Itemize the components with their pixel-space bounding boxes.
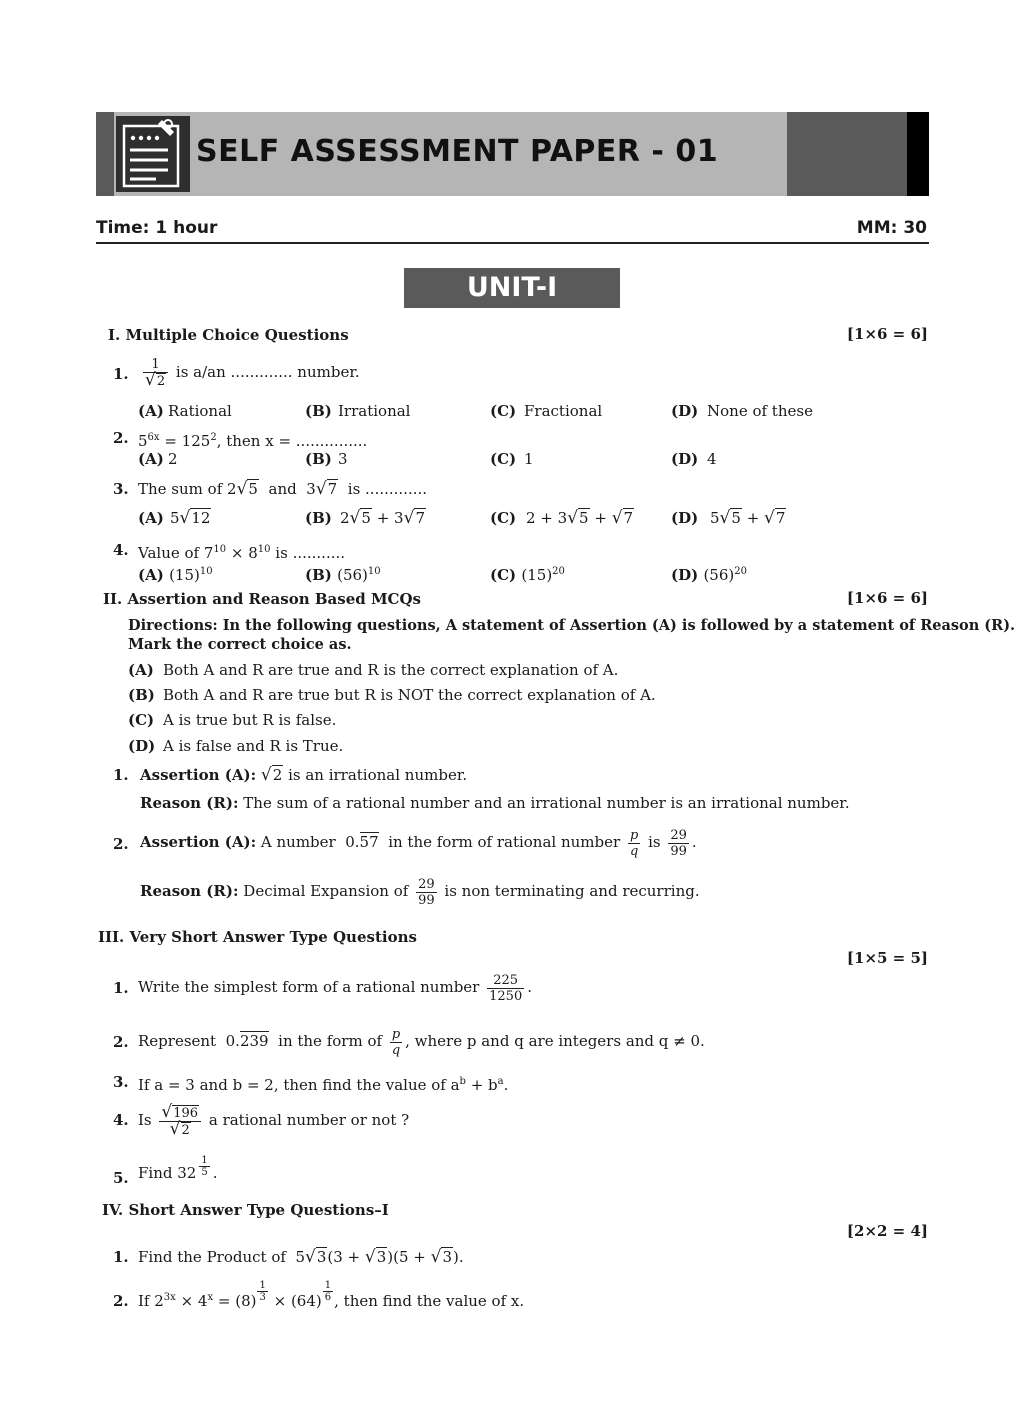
max-marks-label: MM: 30 xyxy=(856,218,927,238)
banner-right-block xyxy=(787,112,907,196)
option-label: (A) xyxy=(138,450,164,468)
option-label: (C) xyxy=(490,509,517,527)
choice-label: (D) xyxy=(128,737,156,755)
sa-question-1: Find the Product of 5√3(3 + √3)(5 + √3). xyxy=(138,1247,464,1267)
option-label: (D) xyxy=(671,450,699,468)
section-1-marks: [1×6 = 6] xyxy=(846,325,928,343)
option-label: (C) xyxy=(490,450,517,468)
option-b: (B) $(56)^{10}$ xyxy=(305,566,381,584)
q-number: 2. xyxy=(113,1292,129,1310)
option-label: (A) xyxy=(138,402,164,420)
exponent-fraction: $\frac{1}{5}$ xyxy=(201,1155,208,1178)
option-text: 4 xyxy=(707,450,717,468)
q-number: 3. xyxy=(113,480,129,498)
q-number: 3. xyxy=(113,1073,129,1091)
section-2-marks: [1×6 = 6] xyxy=(846,589,928,607)
q-number: 2. xyxy=(113,835,129,853)
title-banner xyxy=(96,112,929,196)
q-number: 1. xyxy=(113,979,129,997)
option-text: 5√12 xyxy=(170,508,211,528)
section-2-title: II. Assertion and Reason Based MCQs xyxy=(103,590,422,608)
choice-text: A is false and R is True. xyxy=(163,737,344,755)
question-2: $5^{6x} = 125^2$, then x = ............... xyxy=(138,432,368,450)
fraction: $\frac{√196}{√2}$ xyxy=(159,1105,201,1138)
directions-line-1: Directions: In the following questions, A statement of Assertion (A) is followed by a statement of Reason (R). xyxy=(128,617,1016,634)
exponent-fraction: $\frac{1}{6}$ xyxy=(324,1280,332,1303)
section-4-marks: [2×2 = 4] xyxy=(846,1222,928,1240)
option-text: Irrational xyxy=(338,402,411,420)
option-text: Fractional xyxy=(524,402,603,420)
q-number: 4. xyxy=(113,541,129,559)
q-number: 2. xyxy=(113,429,129,447)
unit-heading: UNIT-I xyxy=(404,268,620,308)
question-4: Value of $7^{10} \times 8^{10}$ is ........... xyxy=(138,544,346,562)
choice-label: (A) xyxy=(128,661,154,679)
q-number: 5. xyxy=(113,1169,129,1187)
paper-meta xyxy=(96,218,929,244)
fraction: $\frac{29}{99}$ xyxy=(418,876,435,908)
choice-text: Both A and R are true but R is NOT the correct explanation of A. xyxy=(163,686,656,704)
section-3-marks: [1×5 = 5] xyxy=(846,949,928,967)
choice-label: (C) xyxy=(128,711,155,729)
option-d: (D) $(56)^{20}$ xyxy=(671,566,747,584)
time-label: Time: 1 hour xyxy=(96,218,218,238)
directions-line-2: Mark the correct choice as. xyxy=(128,636,352,653)
q-number: 1. xyxy=(113,365,129,383)
option-text: None of these xyxy=(707,402,813,420)
vsa-question-1: Write the simplest form of a rational number $\frac{225}{1250}$ . xyxy=(138,972,533,1004)
option-text: 2 + 3√5 + √7 xyxy=(526,508,634,528)
option-text: Rational xyxy=(168,402,232,420)
paper-title: SELF ASSESSMENT PAPER - 01 xyxy=(196,134,719,169)
reason-1: Reason (R): The sum of a rational number and an irrational number is an irrational number. xyxy=(140,794,850,812)
banner-right-edge xyxy=(907,112,929,196)
section-1-title: I. Multiple Choice Questions xyxy=(108,326,349,344)
vsa-question-3: If a = 3 and b = 2, then find the value of $a^b + b^a$. xyxy=(138,1076,509,1094)
option-c: (C) $(15)^{20}$ xyxy=(490,566,565,584)
vsa-question-5: Find 32 $\frac{1}{5}$ . xyxy=(138,1155,218,1182)
assertion-2: Assertion (A): A number 0.57 in the form of rational number $\frac{p}{q}$ is $\frac{29}{99}$ . xyxy=(140,827,697,859)
fraction: $\frac{p}{q}$ xyxy=(391,1026,401,1058)
section-4-title: IV. Short Answer Type Questions–I xyxy=(102,1201,389,1219)
option-label: (D) xyxy=(671,509,699,527)
fraction: $\frac{225}{1250}$ xyxy=(489,972,523,1004)
choice-label: (B) xyxy=(128,686,155,704)
option-text: 2√5 + 3√7 xyxy=(340,508,425,528)
fraction: $\frac{p}{q}$ xyxy=(629,827,639,859)
option-label: (C) xyxy=(490,402,517,420)
option-text: 1 xyxy=(524,450,534,468)
option-label: (B) xyxy=(305,402,332,420)
option-a: (A) $(15)^{10}$ xyxy=(138,566,213,584)
choice-text: A is true but R is false. xyxy=(163,711,337,729)
vsa-question-2: Represent 0.239 in the form of $\frac{p}{q}$ , where p and q are integers and q ≠ 0. xyxy=(138,1026,705,1058)
reason-2: Reason (R): Decimal Expansion of $\frac{29}{99}$ is non terminating and recurring. xyxy=(140,876,700,908)
option-label: (D) xyxy=(671,402,699,420)
option-text: 2 xyxy=(168,450,178,468)
option-label: (A) xyxy=(138,509,164,527)
q-number: 4. xyxy=(113,1111,129,1129)
q-number: 2. xyxy=(113,1033,129,1051)
section-3-title: III. Very Short Answer Type Questions xyxy=(98,928,417,946)
q-number: 1. xyxy=(113,766,129,784)
fraction: $\frac{29}{99}$ xyxy=(670,827,687,859)
vsa-question-4: Is $\frac{√196}{√2}$ a rational number or not ? xyxy=(138,1101,410,1139)
sa-question-2: If $2^{3x} \times 4^x = (8)$ $\frac{1}{3}$ × (64) $\frac{1}{6}$ , then find the value of x. xyxy=(138,1280,525,1310)
option-text: 3 xyxy=(338,450,348,468)
option-label: (B) xyxy=(305,509,332,527)
q-number: 1. xyxy=(113,1248,129,1266)
option-text: 5√5 + √7 xyxy=(710,508,786,528)
fraction: $\frac{1}{√2}$ xyxy=(143,357,168,389)
choice-text: Both A and R are true and R is the correct explanation of A. xyxy=(163,661,619,679)
assertion-1: Assertion (A): √2 is an irrational number. xyxy=(140,765,468,785)
option-label: (B) xyxy=(305,450,332,468)
question-1: $\frac{1}{√2}$ is a/an ............. number. xyxy=(145,357,360,390)
banner-left-strip xyxy=(96,112,114,196)
question-3: The sum of 2√5 and 3√7 is ............. xyxy=(138,479,428,499)
worksheet-icon xyxy=(116,116,190,192)
exponent-fraction: $\frac{1}{3}$ xyxy=(259,1280,266,1303)
